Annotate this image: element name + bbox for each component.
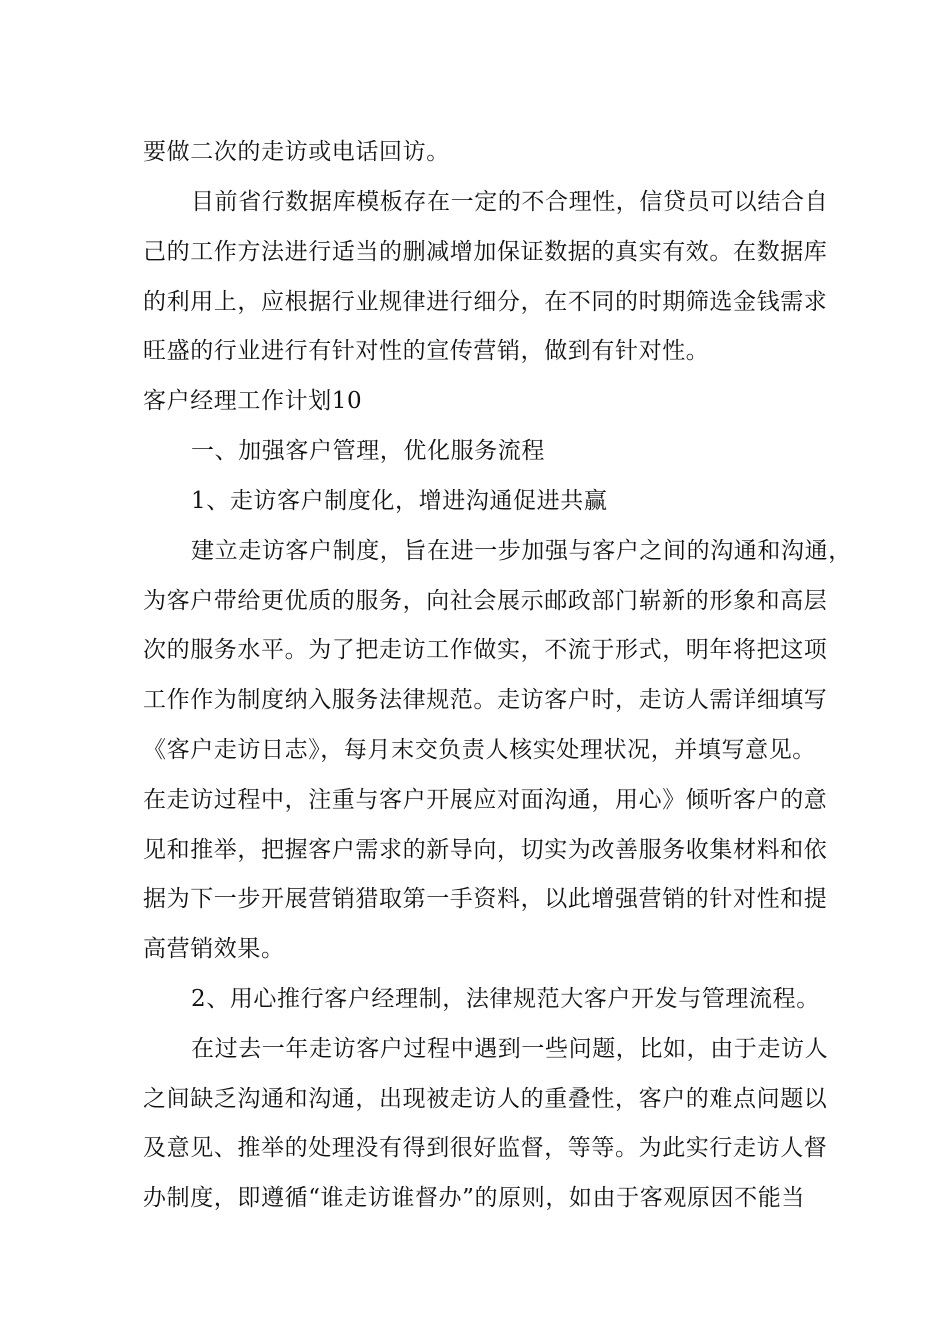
paragraph-line: 在过去一年走访客户过程中遇到一些问题，比如，由于走访人 <box>191 1036 829 1062</box>
heading-level-2: 2、用心推行客户经理制，法律规范大客户开发与管理流程。 <box>191 986 820 1012</box>
paragraph-line: 的利用上，应根据行业规律进行细分，在不同的时期筛选金钱需求 <box>143 289 828 315</box>
paragraph-line: 次的服务水平。为了把走访工作做实，不流于形式，明年将把这项 <box>143 637 828 663</box>
paragraph-line: 及意见、推举的处理没有得到很好监督，等等。为此实行走访人督 <box>143 1135 828 1161</box>
paragraph-line: 据为下一步开展营销猎取第一手资料，以此增强营销的针对性和提 <box>143 886 828 912</box>
paragraph-line: 工作作为制度纳入服务法律规范。走访客户时，走访人需详细填写 <box>143 687 828 713</box>
paragraph-line: 己的工作方法进行适当的删减增加保证数据的真实有效。在数据库 <box>143 239 828 265</box>
paragraph-line: 要做二次的走访或电话回访。 <box>143 139 450 165</box>
paragraph-line: 在走访过程中，注重与客户开展应对面沟通，用心》倾听客户的意 <box>143 787 828 813</box>
heading-level-2: 1、走访客户制度化，增进沟通促进共赢 <box>191 488 608 514</box>
paragraph-line: 《客户走访日志》，每月末交负责人核实处理状况，并填写意见。 <box>143 737 816 763</box>
paragraph-line: 为客户带给更优质的服务，向社会展示邮政部门崭新的形象和高层 <box>143 588 828 614</box>
heading-level-1: 一、加强客户管理，优化服务流程 <box>191 438 545 464</box>
paragraph-line: 目前省行数据库模板存在一定的不合理性，信贷员可以结合自 <box>191 189 829 215</box>
section-title: 客户经理工作计划10 <box>143 388 363 414</box>
paragraph-line: 旺盛的行业进行有针对性的宣传营销，做到有针对性。 <box>143 338 710 364</box>
paragraph-line: 建立走访客户制度，旨在进一步加强与客户之间的沟通和沟通， <box>191 538 852 564</box>
paragraph-line: 见和推举，把握客户需求的新导向，切实为改善服务收集材料和依 <box>143 837 828 863</box>
paragraph-line: 办制度，即遵循“谁走访谁督办”的原则，如由于客观原因不能当 <box>143 1185 805 1211</box>
paragraph-line: 之间缺乏沟通和沟通，出现被走访人的重叠性，客户的难点问题以 <box>143 1086 828 1112</box>
paragraph-line: 高营销效果。 <box>143 936 285 962</box>
